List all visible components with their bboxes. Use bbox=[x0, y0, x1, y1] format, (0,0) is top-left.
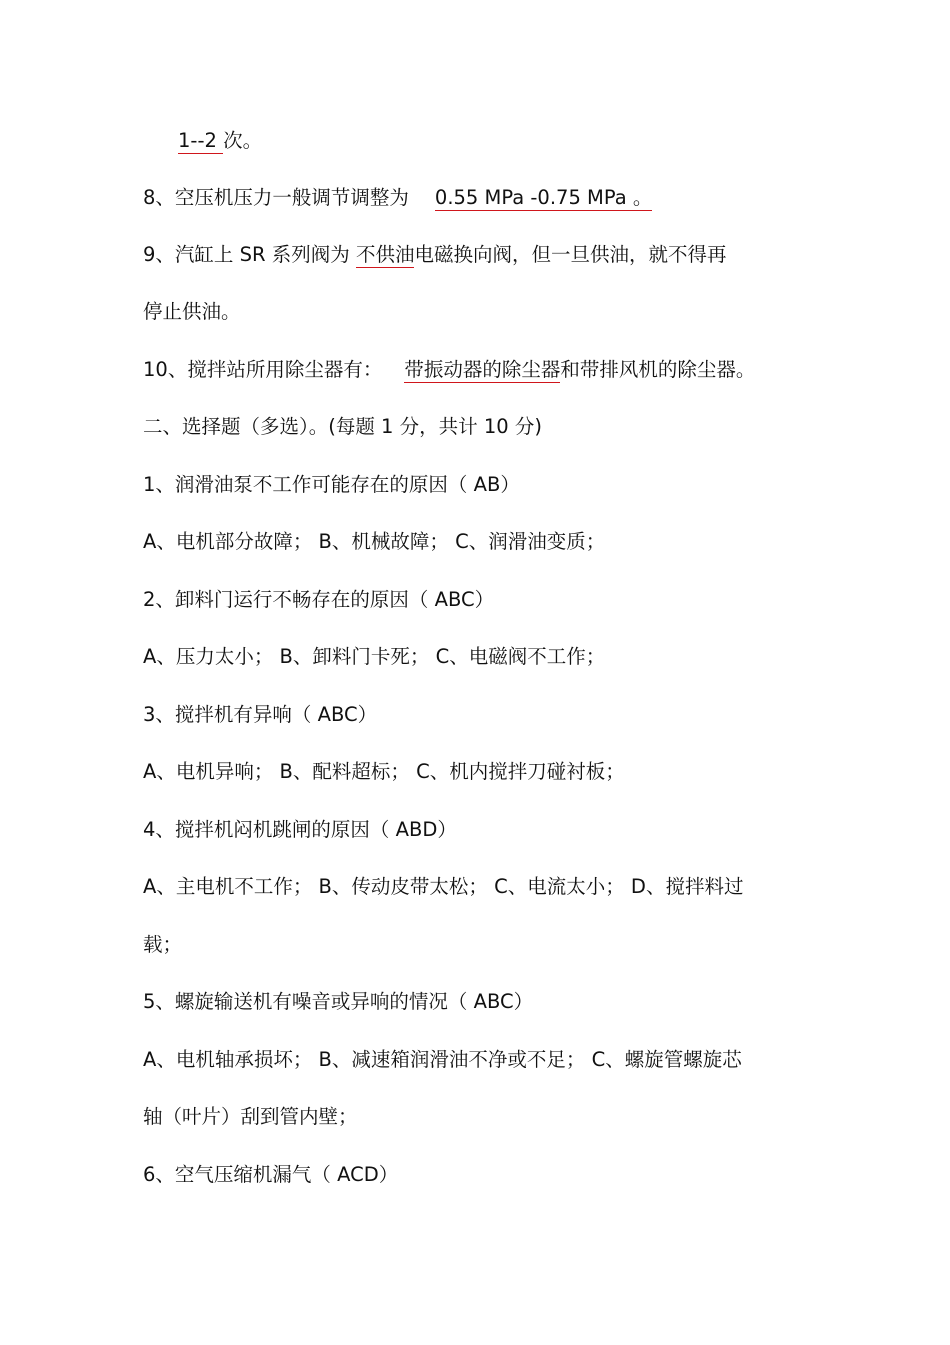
question-stem: 4、搅拌机闷机跳闸的原因（ ABD） bbox=[143, 818, 457, 841]
q10-line bbox=[143, 357, 755, 383]
question-options: A、电机部分故障； B、机械故障； C、润滑油变质； bbox=[143, 530, 606, 553]
question-stem: 2、卸料门运行不畅存在的原因（ ABC） bbox=[143, 588, 495, 611]
section-title: 二、选择题（多选）。(每题 1 分，共计 10 分) bbox=[143, 415, 542, 438]
q8-prefix: 8、空压机压力一般调节调整为 bbox=[143, 186, 409, 209]
question-stem: 5、螺旋输送机有噪音或异响的情况（ ABC） bbox=[143, 990, 534, 1013]
question-options: A、主电机不工作； B、传动皮带太松； C、电流太小； D、搅拌料过 bbox=[143, 875, 744, 898]
q10-answer: 带振动器的除尘器 bbox=[404, 358, 561, 381]
question-stem: 6、空气压缩机漏气（ ACD） bbox=[143, 1163, 399, 1186]
q9-line bbox=[143, 242, 726, 268]
q10-prefix: 10、搅拌站所用除尘器有： bbox=[143, 358, 383, 381]
q9-suffix: 电磁换向阀，但一旦供油，就不得再 bbox=[414, 243, 727, 266]
question-options-continuation: 轴（叶片）刮到管内壁； bbox=[143, 1105, 358, 1128]
q8-line bbox=[143, 185, 652, 211]
question-options: A、电机异响； B、配料超标； C、机内搅拌刀碰衬板； bbox=[143, 760, 625, 783]
question-stem: 3、搅拌机有异响（ ABC） bbox=[143, 703, 378, 726]
q8-answer: 0.55 MPa -0.75 MPa 。 bbox=[434, 186, 653, 209]
q9-continuation: 停止供油。 bbox=[143, 300, 241, 323]
q7-answer: 1--2 bbox=[178, 129, 224, 152]
q7-suffix: 次。 bbox=[223, 129, 263, 152]
q10-suffix: 和带排风机的除尘器。 bbox=[560, 358, 756, 381]
question-options: A、压力太小； B、卸料门卡死； C、电磁阀不工作； bbox=[143, 645, 606, 668]
question-stem: 1、润滑油泵不工作可能存在的原因（ AB） bbox=[143, 473, 520, 496]
q9-answer: 不供油 bbox=[355, 243, 415, 266]
question-options-continuation: 载； bbox=[143, 933, 183, 956]
q9-prefix: 9、汽缸上 SR 系列阀为 bbox=[143, 243, 356, 266]
question-options: A、电机轴承损坏； B、减速箱润滑油不净或不足； C、螺旋管螺旋芯 bbox=[143, 1048, 742, 1071]
q7-continuation bbox=[178, 128, 262, 154]
